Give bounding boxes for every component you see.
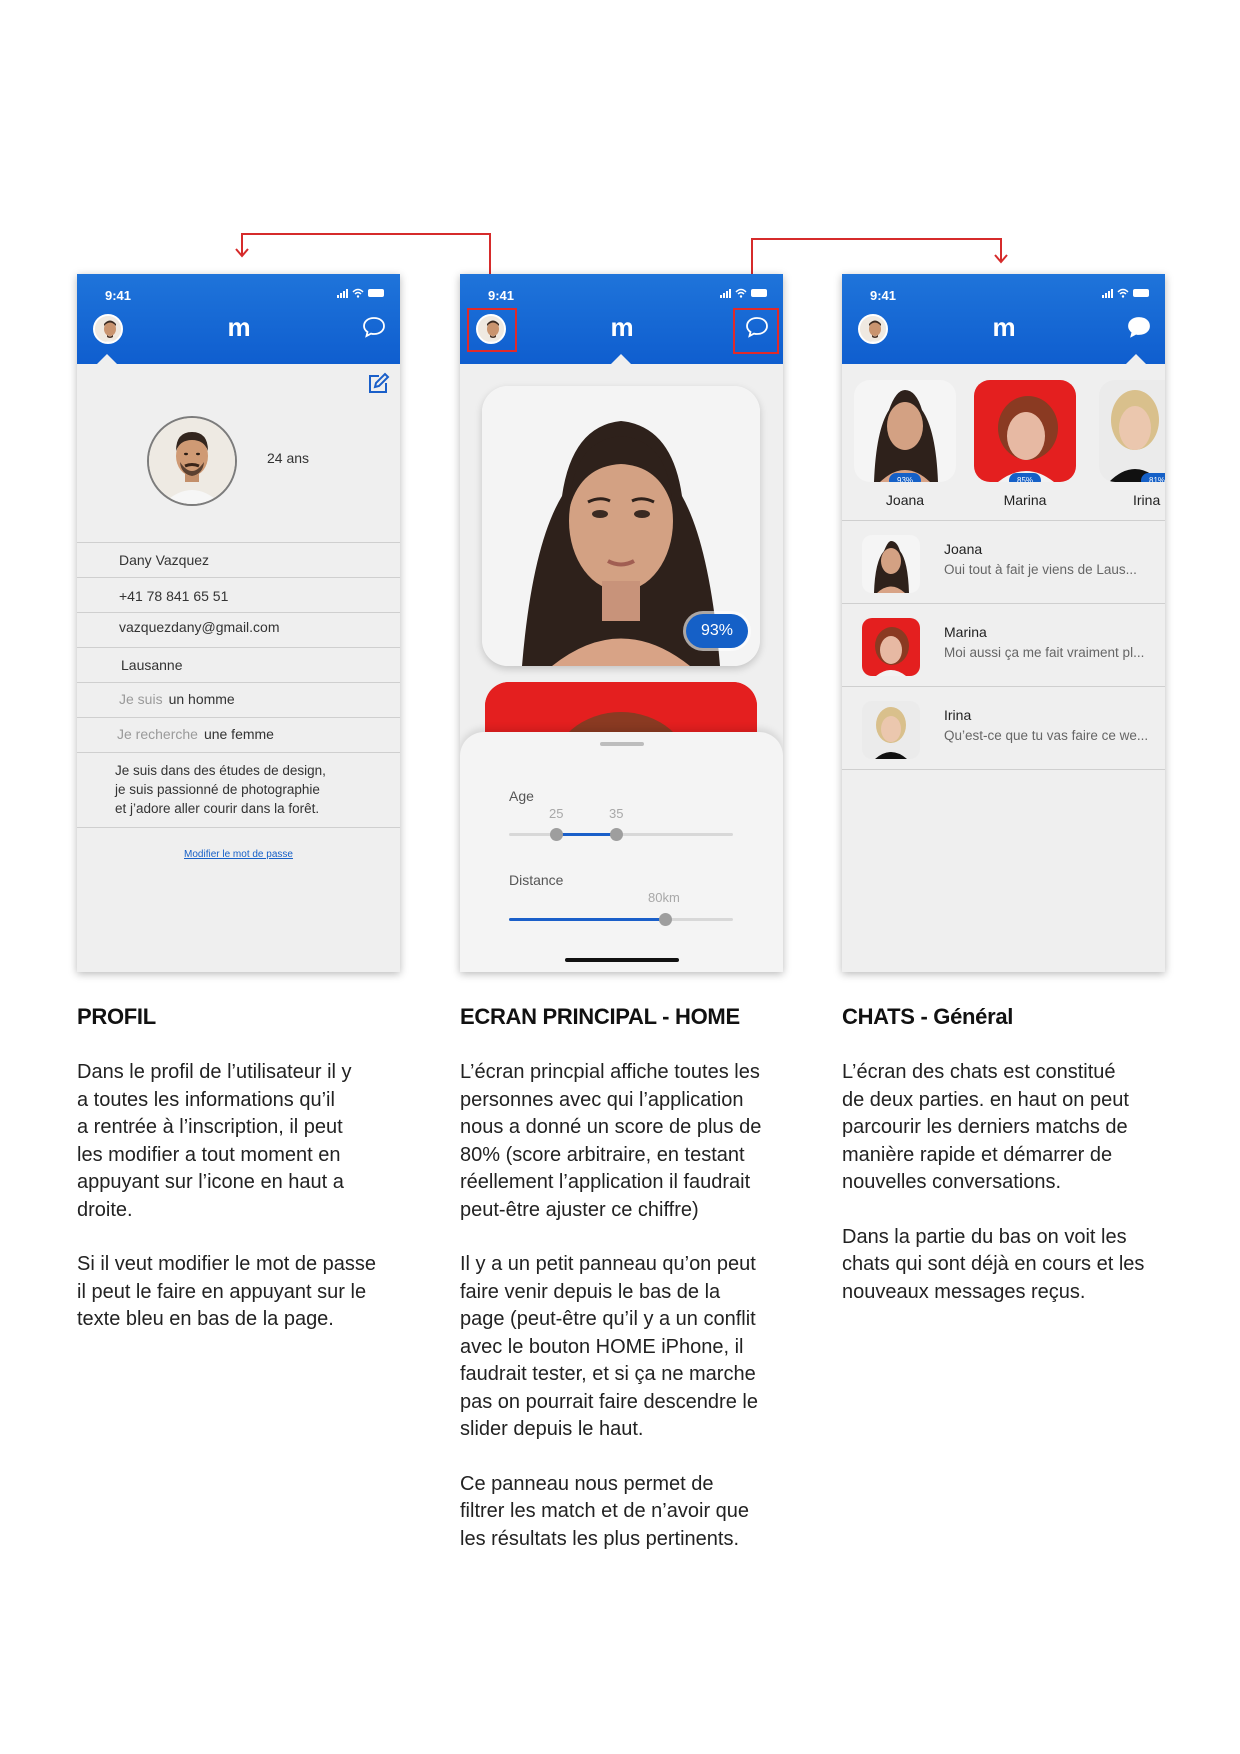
paragraph bbox=[77, 1251, 407, 1334]
avatar-portrait-icon bbox=[860, 316, 888, 344]
bio-line: Je suis dans des études de design, bbox=[115, 763, 326, 778]
app-logo: m bbox=[610, 312, 633, 342]
paragraph bbox=[842, 1224, 1172, 1307]
text-line: Dans le profil de l’utilisateur il y bbox=[77, 1061, 352, 1083]
looking-for-value: une femme bbox=[203, 726, 274, 742]
text-line: a rentrée à l’inscription, il peut bbox=[77, 1116, 343, 1138]
wifi-icon bbox=[352, 288, 364, 298]
conversation-avatar bbox=[862, 535, 920, 593]
text-line: Si il veut modifier le mot de passe bbox=[77, 1253, 377, 1275]
distance-slider[interactable] bbox=[509, 918, 733, 921]
bio-line: je suis passionné de photographie bbox=[115, 782, 320, 797]
bio-line: et j’adore aller courir dans la forêt. bbox=[115, 801, 320, 816]
conversation-name: Marina bbox=[944, 624, 987, 640]
battery-icon bbox=[368, 289, 384, 297]
conversation-name: Joana bbox=[944, 541, 983, 557]
description-profil bbox=[77, 1004, 407, 1361]
age-min-value: 25 bbox=[549, 806, 564, 821]
section-text bbox=[842, 1059, 1172, 1306]
match-item-joana[interactable] bbox=[854, 380, 956, 508]
text-line: filtrer les match et de n’avoir que bbox=[460, 1500, 750, 1522]
paragraph bbox=[460, 1251, 790, 1444]
text-line: manière rapide et démarrer de bbox=[842, 1143, 1113, 1166]
conversation-item[interactable] bbox=[842, 521, 1165, 604]
conversation-avatar-image bbox=[862, 618, 920, 676]
age-range-slider[interactable] bbox=[509, 833, 733, 836]
age-filter-label: Age bbox=[509, 788, 534, 804]
profile-screen bbox=[77, 274, 400, 972]
text-line: appuyant sur l’icone en haut a bbox=[77, 1171, 344, 1193]
conversation-avatar-image bbox=[862, 701, 920, 759]
text-line: L’écran des chats est constitué bbox=[842, 1061, 1116, 1083]
section-title: PROFIL bbox=[77, 1004, 156, 1029]
distance-filter-label: Distance bbox=[509, 872, 564, 888]
text-line: texte bleu en bas de la page. bbox=[77, 1308, 334, 1330]
text-line: page (peut-être qu’il y a un conflit bbox=[460, 1308, 756, 1330]
distance-handle[interactable] bbox=[659, 913, 672, 926]
paragraph bbox=[460, 1471, 790, 1554]
status-time: 9:41 bbox=[488, 288, 515, 303]
portrait-image bbox=[149, 418, 235, 504]
match-photo-image bbox=[974, 380, 1076, 482]
chats-screen bbox=[842, 274, 1165, 972]
age-max-handle[interactable] bbox=[610, 828, 623, 841]
gender-prefix: Je suis bbox=[119, 691, 163, 707]
battery-icon bbox=[751, 289, 767, 297]
text-line: slider depuis le haut. bbox=[460, 1418, 644, 1440]
change-password-link[interactable]: Modifier le mot de passe bbox=[184, 849, 293, 860]
match-item-irina[interactable] bbox=[1099, 380, 1165, 508]
match-score-badge: 93% bbox=[686, 614, 748, 648]
field-bio[interactable] bbox=[77, 752, 400, 828]
home-indicator[interactable] bbox=[565, 958, 679, 962]
age-max-value: 35 bbox=[609, 806, 624, 821]
conversation-preview: Qu’est-ce que tu vas faire ce we... bbox=[944, 728, 1149, 743]
profile-age: 24 ans bbox=[267, 450, 310, 466]
text-line: les modifier a tout moment en bbox=[77, 1143, 341, 1166]
text-line: il peut le faire en appuyant sur le bbox=[77, 1280, 367, 1303]
gender-value: un homme bbox=[168, 691, 235, 707]
text-line: personnes avec qui l’application bbox=[460, 1088, 744, 1111]
text-line: nous a donné un score de plus de bbox=[460, 1116, 762, 1138]
text-line: L’écran princpial affiche toutes les bbox=[460, 1061, 760, 1083]
field-email[interactable]: vazquezdany@gmail.com bbox=[77, 612, 400, 647]
active-tab-indicator bbox=[96, 354, 118, 365]
match-photo-image bbox=[854, 380, 956, 482]
annotation-highlight-avatar bbox=[467, 308, 517, 352]
chat-bubble-icon[interactable] bbox=[362, 316, 386, 338]
match-photo-image bbox=[1099, 380, 1165, 482]
field-looking-for[interactable] bbox=[77, 717, 400, 752]
text-line: pas on pourrait faire descendre le bbox=[460, 1390, 758, 1413]
section-title: CHATS - Général bbox=[842, 1004, 1014, 1029]
text-line: de deux parties. en haut on peut bbox=[842, 1088, 1129, 1111]
section-title: ECRAN PRINCIPAL - HOME bbox=[460, 1004, 740, 1029]
filter-panel[interactable] bbox=[460, 732, 783, 972]
edit-icon[interactable] bbox=[366, 372, 390, 396]
text-line: droite. bbox=[77, 1198, 133, 1221]
status-icons bbox=[1102, 288, 1149, 298]
signal-icon bbox=[337, 288, 348, 298]
field-name[interactable]: Dany Vazquez bbox=[77, 542, 400, 577]
text-line: faire venir depuis le bas de la bbox=[460, 1280, 721, 1303]
status-time: 9:41 bbox=[105, 288, 132, 303]
looking-for-prefix: Je recherche bbox=[117, 726, 198, 742]
match-name: Marina bbox=[1003, 492, 1047, 508]
conversation-preview: Oui tout à fait je viens de Laus... bbox=[944, 562, 1137, 577]
annotation-highlight-chat bbox=[733, 308, 779, 354]
chat-bubble-icon[interactable] bbox=[1127, 316, 1151, 338]
conversation-item[interactable] bbox=[842, 604, 1165, 687]
conversation-avatar bbox=[862, 701, 920, 759]
text-line: peut-être ajuster ce chiffre) bbox=[460, 1198, 699, 1221]
wifi-icon bbox=[735, 288, 747, 298]
text-line: parcourir les derniers matchs de bbox=[842, 1116, 1128, 1138]
battery-icon bbox=[1133, 289, 1149, 297]
conversation-avatar-image bbox=[862, 535, 920, 593]
distance-value: 80km bbox=[648, 890, 680, 905]
text-line: a toutes les informations qu’il bbox=[77, 1088, 335, 1111]
text-line: réellement l’application il faudrait bbox=[460, 1171, 751, 1193]
text-line: 80% (score arbitraire, en testant bbox=[460, 1143, 745, 1166]
match-item-marina[interactable] bbox=[974, 380, 1076, 508]
match-name: Joana bbox=[885, 492, 925, 508]
app-logo: m bbox=[227, 312, 250, 342]
profile-photo bbox=[147, 416, 237, 506]
status-icons bbox=[337, 288, 384, 298]
profile-avatar-button[interactable] bbox=[93, 314, 123, 344]
status-time: 9:41 bbox=[870, 288, 897, 303]
text-line: avec le bouton HOME iPhone, il bbox=[460, 1335, 744, 1358]
match-card[interactable] bbox=[482, 386, 760, 666]
conversation-preview: Moi aussi ça me fait vraiment pl... bbox=[944, 645, 1145, 660]
panel-grabber[interactable] bbox=[600, 742, 644, 746]
app-logo: m bbox=[992, 312, 1015, 342]
field-phone[interactable]: +41 78 841 65 51 bbox=[77, 577, 400, 612]
text-line: chats qui sont déjà en cours et les bbox=[842, 1253, 1145, 1275]
match-score: 85% bbox=[1009, 473, 1041, 482]
signal-icon bbox=[1102, 288, 1113, 298]
text-line: Dans la partie du bas on voit les bbox=[842, 1225, 1127, 1248]
field-gender[interactable] bbox=[77, 682, 400, 717]
paragraph bbox=[77, 1059, 407, 1224]
conversation-name: Irina bbox=[944, 707, 972, 723]
match-score: 81% bbox=[1141, 473, 1165, 482]
avatar-portrait-icon bbox=[95, 316, 123, 344]
match-photo bbox=[854, 380, 956, 482]
text-line: les résultats les plus pertinents. bbox=[460, 1527, 740, 1550]
text-line: Il y a un petit panneau qu’on peut bbox=[460, 1253, 756, 1275]
distance-fill bbox=[509, 918, 665, 921]
field-city[interactable]: Lausanne bbox=[77, 647, 400, 682]
section-text bbox=[460, 1059, 790, 1553]
status-icons bbox=[720, 288, 767, 298]
section-text bbox=[77, 1059, 407, 1334]
profile-avatar-button[interactable] bbox=[858, 314, 888, 344]
match-name: Irina bbox=[1133, 492, 1161, 508]
app-header bbox=[77, 274, 400, 364]
age-range-fill bbox=[556, 833, 616, 836]
age-min-handle[interactable] bbox=[550, 828, 563, 841]
app-header bbox=[842, 274, 1165, 364]
active-tab-indicator bbox=[1125, 354, 1147, 365]
home-screen bbox=[460, 274, 783, 972]
paragraph bbox=[842, 1059, 1172, 1197]
conversation-avatar bbox=[862, 618, 920, 676]
text-line: Ce panneau nous permet de bbox=[460, 1472, 714, 1495]
description-chats bbox=[842, 1004, 1172, 1333]
paragraph bbox=[460, 1059, 790, 1224]
match-photo bbox=[974, 380, 1076, 482]
text-line: nouveaux messages reçus. bbox=[842, 1280, 1086, 1303]
conversation-item[interactable] bbox=[842, 687, 1165, 770]
text-line: faudrait tester, et si ça ne marche bbox=[460, 1363, 756, 1385]
active-tab-indicator bbox=[610, 354, 632, 365]
description-home bbox=[460, 1004, 790, 1580]
signal-icon bbox=[720, 288, 731, 298]
match-score: 93% bbox=[889, 473, 921, 482]
text-line: nouvelles conversations. bbox=[842, 1171, 1062, 1193]
wifi-icon bbox=[1117, 288, 1129, 298]
match-photo bbox=[1099, 380, 1165, 482]
